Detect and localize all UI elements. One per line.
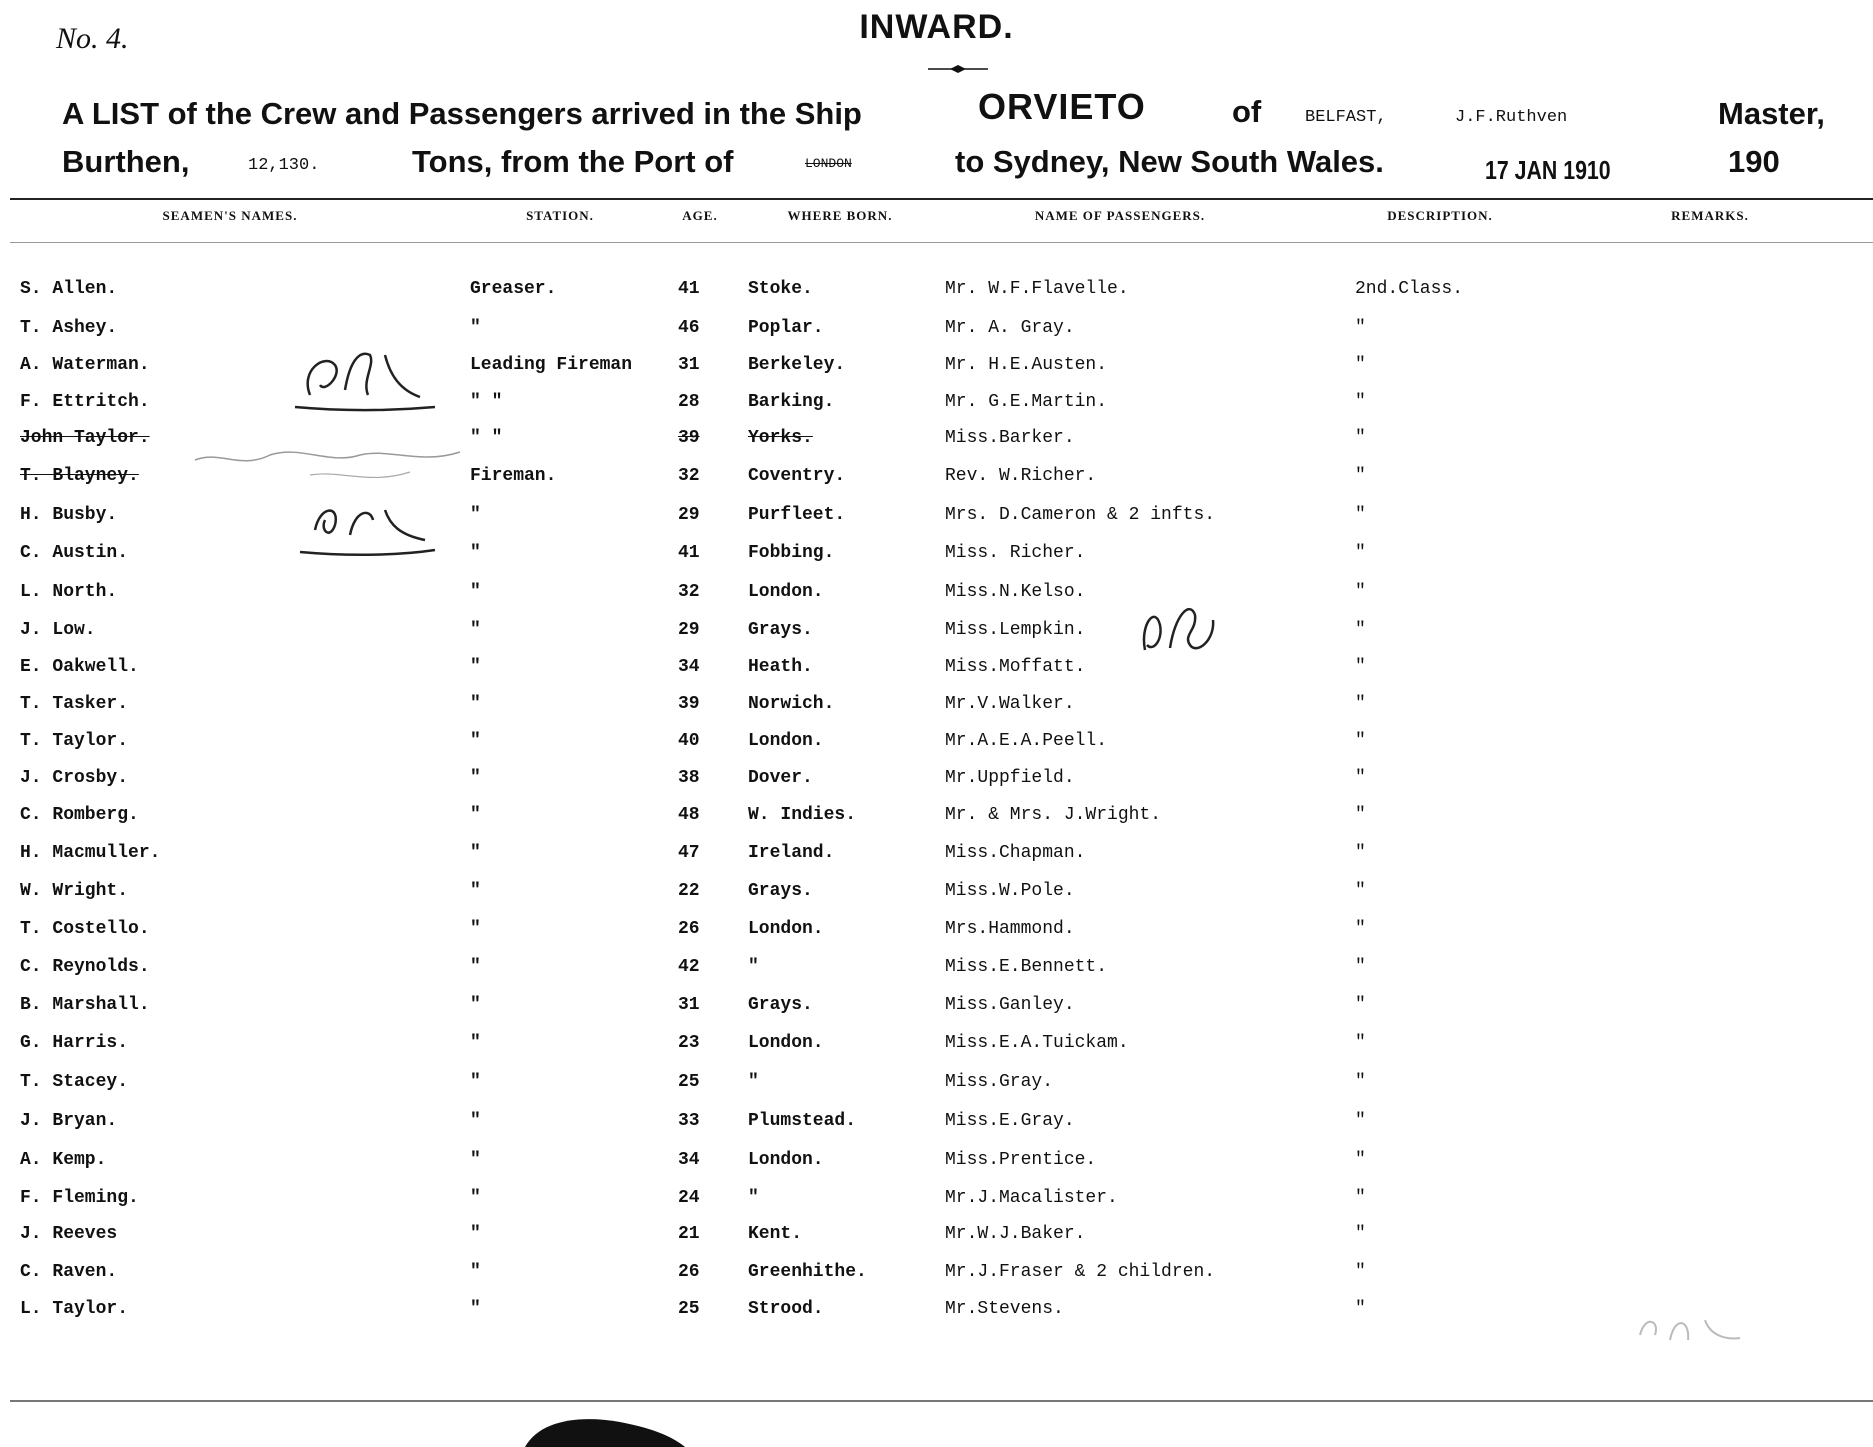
- passenger-name: Miss.Ganley.: [945, 995, 1075, 1015]
- station: ": [470, 768, 481, 788]
- where-born: Strood.: [748, 1299, 824, 1319]
- table-row: [0, 541, 1873, 580]
- age: 31: [678, 995, 700, 1015]
- station: ": [470, 620, 481, 640]
- description: ": [1355, 881, 1366, 901]
- description: ": [1355, 1299, 1366, 1319]
- station: ": [470, 995, 481, 1015]
- passenger-name: Miss.Chapman.: [945, 843, 1086, 863]
- station: ": [470, 1299, 481, 1319]
- column-remarks: REMARKS.: [1671, 208, 1749, 223]
- description: ": [1355, 1072, 1366, 1092]
- age: 34: [678, 1150, 700, 1170]
- description: ": [1355, 1188, 1366, 1208]
- passenger-name: Mr. A. Gray.: [945, 318, 1075, 338]
- seaman-name: H. Busby.: [20, 505, 118, 525]
- where-born: Grays.: [748, 881, 813, 901]
- age: 28: [678, 392, 700, 412]
- passenger-name: Miss.Barker.: [945, 428, 1075, 448]
- seaman-name: W. Wright.: [20, 881, 129, 901]
- station: Leading Fireman: [470, 355, 633, 375]
- seaman-name: H. Macmuller.: [20, 843, 161, 863]
- age: 41: [678, 279, 700, 299]
- station: ": [470, 1072, 481, 1092]
- age: 42: [678, 957, 700, 977]
- station: ": [470, 1262, 481, 1282]
- seaman-name: T. Taylor.: [20, 731, 129, 751]
- description: ": [1355, 657, 1366, 677]
- passenger-name: Mr. & Mrs. J.Wright.: [945, 805, 1162, 825]
- table-row: [0, 1109, 1873, 1148]
- description: ": [1355, 355, 1366, 375]
- station: ": [470, 881, 481, 901]
- description: ": [1355, 582, 1366, 602]
- of-label: of: [1232, 94, 1262, 129]
- seaman-name: A. Kemp.: [20, 1150, 107, 1170]
- seaman-name: S. Allen.: [20, 279, 118, 299]
- table-row: [0, 655, 1873, 694]
- where-born: Kent.: [748, 1224, 803, 1244]
- table-row: [0, 618, 1873, 657]
- destination-text: to Sydney, New South Wales.: [955, 144, 1384, 179]
- station: ": [470, 582, 481, 602]
- age: 26: [678, 1262, 700, 1282]
- description: ": [1355, 392, 1366, 412]
- description: ": [1355, 505, 1366, 525]
- age: 38: [678, 768, 700, 788]
- master-name: J.F.Ruthven: [1455, 108, 1568, 127]
- description: ": [1355, 1150, 1366, 1170]
- age: 25: [678, 1072, 700, 1092]
- seaman-name: F. Fleming.: [20, 1188, 139, 1208]
- passenger-name: Mr. G.E.Martin.: [945, 392, 1108, 412]
- table-row: [0, 580, 1873, 619]
- bottom-rule: [10, 1400, 1873, 1402]
- column-where-born: WHERE BORN.: [787, 208, 893, 223]
- where-born: Grays.: [748, 620, 813, 640]
- age: 31: [678, 355, 700, 375]
- header-line1-text: A LIST of the Crew and Passengers arrived in the Ship: [62, 96, 862, 131]
- station: ": [470, 1111, 481, 1131]
- column-passengers: NAME OF PASSENGERS.: [1034, 208, 1206, 223]
- table-row: [0, 1148, 1873, 1187]
- age: 32: [678, 466, 700, 486]
- seaman-name: J. Reeves: [20, 1224, 118, 1244]
- station: ": [470, 1033, 481, 1053]
- passenger-name: Mr. H.E.Austen.: [945, 355, 1108, 375]
- where-born: London.: [748, 919, 824, 939]
- description: ": [1355, 995, 1366, 1015]
- ship-name: ORVIETO: [978, 86, 1146, 127]
- where-born: Berkeley.: [748, 355, 846, 375]
- station: ": [470, 318, 481, 338]
- table-row: [0, 1031, 1873, 1070]
- where-born: London.: [748, 731, 824, 751]
- where-born: Fobbing.: [748, 543, 835, 563]
- column-description: DESCRIPTION.: [1387, 208, 1493, 223]
- table-row: [0, 993, 1873, 1032]
- ink-blot-icon: [520, 1410, 690, 1447]
- description: ": [1355, 1033, 1366, 1053]
- table-row: [0, 803, 1873, 842]
- where-born: Barking.: [748, 392, 835, 412]
- passenger-name: Miss.Gray.: [945, 1072, 1054, 1092]
- seaman-name: T. Tasker.: [20, 694, 129, 714]
- station: ": [470, 843, 481, 863]
- table-row: [0, 729, 1873, 768]
- header-rule: [10, 242, 1873, 243]
- age: 40: [678, 731, 700, 751]
- handwritten-initials-signature: [290, 335, 440, 415]
- seaman-name: A. Waterman.: [20, 355, 150, 375]
- seaman-name: E. Oakwell.: [20, 657, 139, 677]
- passenger-name: Miss.E.A.Tuickam.: [945, 1033, 1129, 1053]
- table-row: [0, 353, 1873, 392]
- where-born: Purfleet.: [748, 505, 846, 525]
- seaman-name: T. Stacey.: [20, 1072, 129, 1092]
- passenger-name: Mr.V.Walker.: [945, 694, 1075, 714]
- description: 2nd.Class.: [1355, 279, 1464, 299]
- age: 21: [678, 1224, 700, 1244]
- title-ornament-icon: [928, 64, 988, 74]
- table-row: [0, 1297, 1873, 1336]
- seaman-name: John Taylor.: [20, 428, 150, 448]
- age: 33: [678, 1111, 700, 1131]
- passenger-name: Mr.J.Macalister.: [945, 1188, 1118, 1208]
- seaman-name: J. Bryan.: [20, 1111, 118, 1131]
- passenger-name: Mr.Stevens.: [945, 1299, 1064, 1319]
- table-row: [0, 841, 1873, 880]
- where-born: Greenhithe.: [748, 1262, 867, 1282]
- table-row: [0, 1260, 1873, 1299]
- column-station: STATION.: [526, 208, 594, 223]
- station: ": [470, 957, 481, 977]
- table-row: [0, 692, 1873, 731]
- where-born: Dover.: [748, 768, 813, 788]
- station: ": [470, 919, 481, 939]
- age: 29: [678, 505, 700, 525]
- station: ": [470, 1188, 481, 1208]
- age: 39: [678, 428, 700, 448]
- description: ": [1355, 957, 1366, 977]
- passenger-name: Miss.Lempkin.: [945, 620, 1086, 640]
- faint-initials-remarks: [1630, 1300, 1750, 1360]
- passenger-name: Miss. Richer.: [945, 543, 1086, 563]
- table-row: [0, 503, 1873, 542]
- seaman-name: C. Austin.: [20, 543, 129, 563]
- station: Fireman.: [470, 466, 557, 486]
- description: ": [1355, 543, 1366, 563]
- seaman-name: J. Crosby.: [20, 768, 129, 788]
- age: 24: [678, 1188, 700, 1208]
- description: ": [1355, 694, 1366, 714]
- handwritten-annotation-icon: [190, 430, 480, 490]
- handwritten-initials-signature-2: [295, 490, 445, 560]
- departure-port: LONDON: [805, 156, 852, 171]
- where-born: W. Indies.: [748, 805, 857, 825]
- age: 26: [678, 919, 700, 939]
- description: ": [1355, 318, 1366, 338]
- station: " ": [470, 392, 503, 412]
- table-row: [0, 1222, 1873, 1261]
- column-seamen-names: SEAMEN'S NAMES.: [162, 208, 298, 223]
- age: 29: [678, 620, 700, 640]
- passenger-name: Mr.Uppfield.: [945, 768, 1075, 788]
- station: ": [470, 505, 481, 525]
- station: " ": [470, 428, 503, 448]
- handwritten-initials-passenger: [1135, 590, 1230, 660]
- seaman-name: T. Ashey.: [20, 318, 118, 338]
- table-row: [0, 917, 1873, 956]
- age: 23: [678, 1033, 700, 1053]
- column-age: AGE.: [682, 208, 718, 223]
- passenger-name: Miss.E.Gray.: [945, 1111, 1075, 1131]
- where-born: London.: [748, 1033, 824, 1053]
- station: ": [470, 694, 481, 714]
- table-row: [0, 316, 1873, 355]
- page-title: INWARD.: [859, 8, 1014, 46]
- passenger-name: Miss.Moffatt.: [945, 657, 1086, 677]
- where-born: Stoke.: [748, 279, 813, 299]
- passenger-name: Mr. W.F.Flavelle.: [945, 279, 1129, 299]
- tonnage: 12,130.: [248, 156, 320, 175]
- seaman-name: F. Ettritch.: [20, 392, 150, 412]
- where-born: London.: [748, 582, 824, 602]
- passenger-name: Miss.N.Kelso.: [945, 582, 1086, 602]
- station: ": [470, 543, 481, 563]
- where-born: ": [748, 1188, 759, 1208]
- date-stamp: 17 JAN 1910: [1485, 155, 1611, 185]
- age: 39: [678, 694, 700, 714]
- description: ": [1355, 731, 1366, 751]
- passenger-name: Mr.W.J.Baker.: [945, 1224, 1086, 1244]
- description: ": [1355, 768, 1366, 788]
- age: 22: [678, 881, 700, 901]
- description: ": [1355, 1111, 1366, 1131]
- table-row: [0, 390, 1873, 429]
- age: 48: [678, 805, 700, 825]
- passenger-name: Mrs.Hammond.: [945, 919, 1075, 939]
- where-born: Ireland.: [748, 843, 835, 863]
- year-prefix: 190: [1728, 144, 1780, 179]
- seaman-name: C. Reynolds.: [20, 957, 150, 977]
- age: 34: [678, 657, 700, 677]
- seaman-name: T. Costello.: [20, 919, 150, 939]
- tons-from-text: Tons, from the Port of: [412, 144, 734, 179]
- station: ": [470, 805, 481, 825]
- form-number: No. 4.: [56, 22, 129, 55]
- station: Greaser.: [470, 279, 557, 299]
- passenger-name: Mrs. D.Cameron & 2 infts.: [945, 505, 1216, 525]
- age: 46: [678, 318, 700, 338]
- age: 41: [678, 543, 700, 563]
- passenger-name: Miss.W.Pole.: [945, 881, 1075, 901]
- where-born: Plumstead.: [748, 1111, 857, 1131]
- age: 47: [678, 843, 700, 863]
- passenger-name: Miss.E.Bennett.: [945, 957, 1108, 977]
- description: ": [1355, 620, 1366, 640]
- station: ": [470, 657, 481, 677]
- where-born: Grays.: [748, 995, 813, 1015]
- description: ": [1355, 843, 1366, 863]
- table-row: [0, 766, 1873, 805]
- station: ": [470, 1224, 481, 1244]
- description: ": [1355, 805, 1366, 825]
- description: ": [1355, 1224, 1366, 1244]
- top-rule: [10, 198, 1873, 200]
- where-born: Norwich.: [748, 694, 835, 714]
- table-row: [0, 879, 1873, 918]
- where-born: Yorks.: [748, 428, 813, 448]
- passenger-name: Rev. W.Richer.: [945, 466, 1097, 486]
- table-row: [0, 1186, 1873, 1225]
- table-row: [0, 1070, 1873, 1109]
- seaman-name: G. Harris.: [20, 1033, 129, 1053]
- where-born: Coventry.: [748, 466, 846, 486]
- seaman-name: B. Marshall.: [20, 995, 150, 1015]
- description: ": [1355, 919, 1366, 939]
- home-port: BELFAST,: [1305, 108, 1387, 127]
- seaman-name: L. Taylor.: [20, 1299, 129, 1319]
- description: ": [1355, 466, 1366, 486]
- where-born: ": [748, 957, 759, 977]
- where-born: ": [748, 1072, 759, 1092]
- seaman-name: C. Romberg.: [20, 805, 139, 825]
- passenger-name: Mr.J.Fraser & 2 children.: [945, 1262, 1216, 1282]
- where-born: Heath.: [748, 657, 813, 677]
- master-label: Master,: [1718, 96, 1825, 131]
- station: ": [470, 1150, 481, 1170]
- burthen-label: Burthen,: [62, 144, 190, 179]
- where-born: Poplar.: [748, 318, 824, 338]
- seaman-name: T. Blayney.: [20, 466, 139, 486]
- table-row: [0, 277, 1873, 316]
- table-row: [0, 955, 1873, 994]
- seaman-name: C. Raven.: [20, 1262, 118, 1282]
- description: ": [1355, 428, 1366, 448]
- description: ": [1355, 1262, 1366, 1282]
- station: ": [470, 731, 481, 751]
- where-born: London.: [748, 1150, 824, 1170]
- passenger-name: Mr.A.E.A.Peell.: [945, 731, 1108, 751]
- seaman-name: J. Low.: [20, 620, 96, 640]
- age: 25: [678, 1299, 700, 1319]
- age: 32: [678, 582, 700, 602]
- passenger-name: Miss.Prentice.: [945, 1150, 1097, 1170]
- seaman-name: L. North.: [20, 582, 118, 602]
